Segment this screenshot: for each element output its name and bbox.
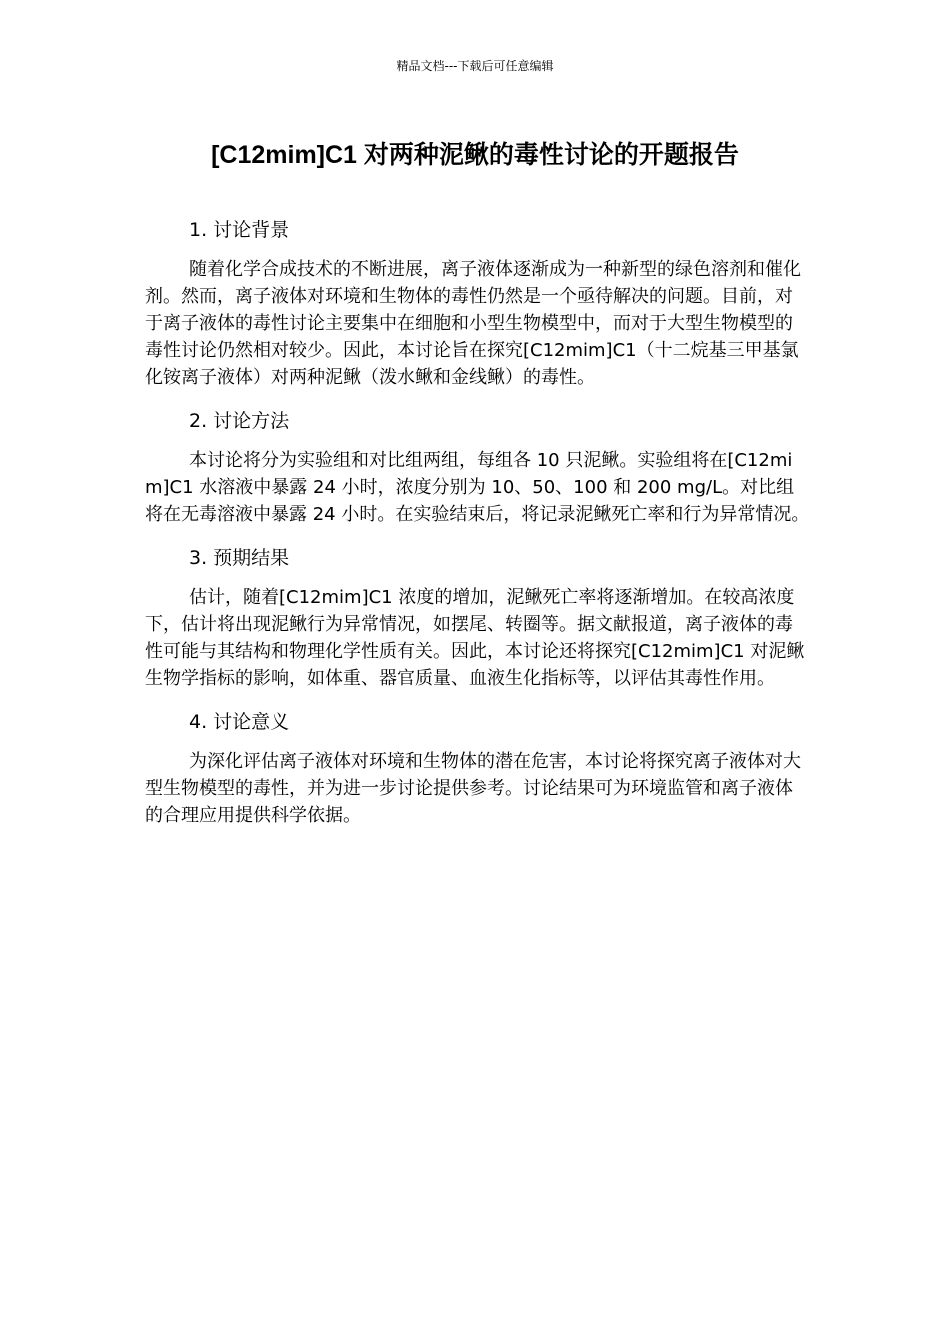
section-paragraph: 本讨论将分为实验组和对比组两组，每组各 10 只泥鳅。实验组将在[C12mim]C1 水溶液中暴露 24 小时，浓度分别为 10、50、100 和 200 mg/L。对比组将在无毒溶液中暴露 24 小时。在实验结束后，将记录泥鳅死亡率和行为异常情况。 [145,450,810,525]
section-heading: 3. 预期结果 [189,547,290,569]
section-method [145,407,810,528]
section-background [145,216,810,391]
section-paragraph: 随着化学合成技术的不断进展，离子液体逐渐成为一种新型的绿色溶剂和催化剂。然而，离子液体对环境和生物体的毒性仍然是一个亟待解决的问题。目前，对于离子液体的毒性讨论主要集中在细胞和小型生物模型中，而对于大型生物模型的毒性讨论仍然相对较少。因此，本讨论旨在探究[C12mim]C1（十二烷基三甲基氯化铵离子液体）对两种泥鳅（泼水鳅和金线鳅）的毒性。 [145,259,801,388]
section-heading: 2. 讨论方法 [189,410,290,432]
section-heading: 1. 讨论背景 [189,219,290,241]
section-significance [145,708,810,829]
section-expected-results [145,544,810,692]
section-paragraph: 为深化评估离子液体对环境和生物体的潜在危害，本讨论将探究离子液体对大型生物模型的毒性，并为进一步讨论提供参考。讨论结果可为环境监管和离子液体的合理应用提供科学依据。 [145,751,801,826]
section-paragraph: 估计，随着[C12mim]C1 浓度的增加，泥鳅死亡率将逐渐增加。在较高浓度下，估计将出现泥鳅行为异常情况，如摆尾、转圈等。据文献报道，离子液体的毒性可能与其结构和物理化学性质有关。因此，本讨论还将探究[C12mim]C1 对泥鳅生物学指标的影响，如体重、器官质量、血液生化指标等，以评估其毒性作用。 [145,587,805,689]
header-note: 精品文档---下载后可任意编辑 [396,59,554,73]
document-body [145,216,810,845]
section-heading: 4. 讨论意义 [189,711,290,733]
document-title: [C12mim]C1 对两种泥鳅的毒性讨论的开题报告 [211,141,739,169]
